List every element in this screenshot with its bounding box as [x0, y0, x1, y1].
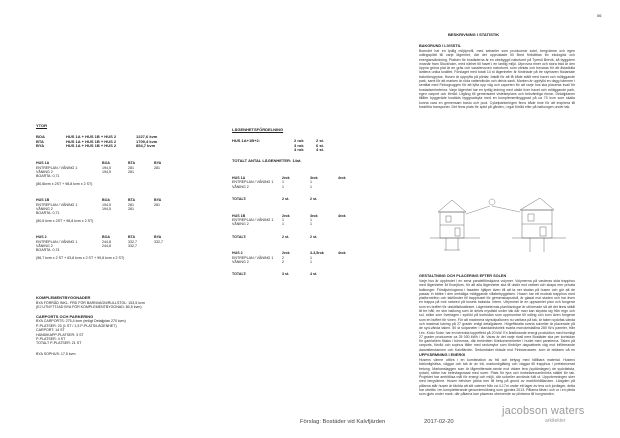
ytor-block-row-bta	[128, 211, 154, 215]
hus-stat-row	[232, 222, 372, 226]
ytor-block-row-bta: 281	[128, 170, 134, 174]
ytor-section	[36, 124, 186, 260]
ytor-block-row	[36, 248, 186, 252]
ytor-block-row-bta	[128, 248, 154, 252]
ytor-block-row	[36, 211, 186, 215]
hus-stat-col: 3rok	[310, 175, 318, 180]
ytor-block-row-boa: 194,5	[102, 202, 111, 207]
hus-stat-block	[232, 251, 372, 277]
ytor-summary-value: 1709,4 kvm	[136, 138, 158, 144]
hus-stat-total-v2: 2 st.	[310, 197, 318, 202]
hus-stat-row-v1: 1	[282, 184, 284, 189]
ytor-block-row-bta: 332,7	[128, 239, 137, 244]
ytor-block-row-label: VÅNING 2	[36, 244, 53, 249]
ytor-block-col: BTA	[128, 161, 136, 166]
lagenhet-row-type: 2 rok	[294, 137, 304, 143]
ytor-block-row-bta: 332,7	[128, 244, 137, 249]
ytor-title: YTOR	[36, 123, 48, 128]
hus-stat-total	[232, 197, 372, 201]
carports-line-2: P-PLATSER: 20 (1 ST / 1,5 P-PLATS/LÄGENHET)	[36, 323, 117, 328]
hus-stat-total-label: TOTALT:	[232, 197, 247, 202]
ytor-summary-formula: HUS 1A + HUS 1B + HUS 2	[66, 143, 117, 149]
hus-stat-total-v2: 2 st.	[310, 234, 318, 239]
hus-stat-row-label: VÅNING 2	[232, 260, 249, 265]
footer-proposal: Förslag: Bostäder vid Kalvfjärden	[300, 419, 386, 425]
ytor-block-name: HUS 2	[36, 235, 47, 240]
ytor-block-row-label: ENTREPLAN / VÅNING 1	[36, 202, 78, 207]
hus-stat-row-v2: 1	[310, 255, 312, 260]
footer-logo-sub: arkitekter	[545, 418, 566, 424]
ytor-block	[36, 198, 186, 223]
ytor-block-name: HUS 1B	[36, 198, 50, 203]
lagenhet-row	[232, 148, 372, 153]
hus-stat-row-v2: 1	[310, 218, 312, 223]
lagenhet-row-count: 2 st.	[316, 137, 325, 143]
ytor-block-row-bta: 281	[128, 202, 134, 207]
hus-stat-row-label: ENTREPLAN / VÅNING 1	[232, 218, 274, 223]
hus-stat-name: HUS 2	[232, 251, 243, 256]
hus-stat-col: 3-3,5rok	[310, 251, 324, 256]
hus-stat-row-v1: 1	[282, 222, 284, 227]
ytor-block	[36, 235, 186, 260]
ytor-block-note: (80,6 kvm x 2ST + 98,8 kvm x 2 ST)	[36, 218, 94, 223]
right-text-top	[419, 42, 575, 171]
hus-stat-row	[232, 260, 372, 264]
ytor-blocks	[36, 161, 186, 260]
hus-stat-row-v2: 1	[310, 222, 312, 227]
lagenhet-row-type: 3 rok	[294, 142, 304, 148]
ytor-block-col: BYA	[154, 161, 162, 166]
hus-stat-col: 4rok	[338, 251, 346, 256]
ytor-block-row-label: ENTREPLAN / VÅNING 1	[36, 165, 78, 170]
ytor-block-col: BYA	[154, 235, 162, 240]
facilities-section	[36, 296, 196, 356]
hus-stats	[232, 176, 372, 277]
ytor-summary-value: 854,7 kvm	[136, 143, 156, 149]
hus-stat-row-label: VÅNING 2	[232, 222, 249, 227]
kompl-line-2: (EJ UTNYTTJAD BYA FÖR KOMPLEMENTBYGGNAD: 80,5 kvm)	[36, 305, 142, 310]
ytor-block-col: BTA	[128, 235, 136, 240]
hus-stat-row-v1: 1	[282, 218, 284, 223]
hus-stat-row-v1: 2	[282, 260, 284, 265]
lagenhet-row-label: HUS 1A+1B+2:	[232, 137, 261, 143]
hus-stat-name: HUS 1B	[232, 213, 246, 218]
ytor-summary-row	[36, 144, 186, 149]
ytor-block-row-label: BOARTA: 0,74	[36, 248, 60, 253]
hus-stat-col: 2rok	[282, 175, 290, 180]
gestaltning-title: GESTALTNING OCH PLACERING EFTER SOLEN	[419, 274, 507, 278]
ytor-block-col: BTA	[128, 198, 136, 203]
ytor-summary-label: BYA	[36, 143, 45, 149]
ytor-block-row-bya: 332,7	[154, 239, 163, 244]
page-heading: BESKRIVNING I STATISTIK	[448, 32, 500, 37]
hus-stat-row-v2: 1	[310, 184, 312, 189]
carports-line-1: BYA CARPORTS: 275,4 kvm (enligt Detaljplan 270 kvm)	[36, 319, 126, 324]
ytor-block-row-label: BOARTA: 0,71	[36, 174, 60, 179]
ytor-summary	[36, 135, 186, 149]
ytor-block-row-label: ENTREPLAN / VÅNING 1	[36, 239, 78, 244]
ytor-block-row-boa: 244,8	[102, 239, 111, 244]
ytor-block-row-bta	[128, 174, 154, 178]
sophus-line: BYA SOPHUS: 17,5 kvm	[36, 351, 76, 356]
ytor-block-col: BOA	[102, 161, 110, 166]
ytor-block-col: BOA	[102, 198, 110, 203]
ytor-summary-formula: HUS 1A + HUS 1B + HUS 2	[66, 133, 117, 139]
carports-line-4: HANDIKAPP-PLATSER: 3 ST	[36, 332, 84, 337]
bakgrund-body: Boendet har en tydlig miljöprofil, med sebarlier som producerar solel, bergvärme och egen odlingsplätt till varje lägenhet, där det upprustade till Bred förbättras för ekologisk och energianvändning. Platsen för bostäderna är en obebyggd naturtomt på Tyresö Brevik, så byggdem innanär fram Stockholm, med närhet till havet i en lantlig miljö. Utprovna einer och stora träd är den öppna gröna plat är en gräs och vassbevuxen naturtomt, som väntas och bevaras för att åstadkilla lantlera unika kvalitet. Förslaget med totalt 14 st lägenheter är fördelade på tre styrbaren flodantale trakviönsgrytus. Husen är uppryffa på plintar, bakåt för att få både ställt med havet och mötiggande park, samt för att marken är röda vattenrikvän och delvis sank. Marken är uppfylld en dagg hämmer i sentitat med Finbogroggen för att lyfta upp väg och caporten för att varje hus ska placeras kvali för bostadsenheterna. Varje lägenhet har en tyrtilg ledning med utsikt över havet och mötiggande park, egen carport och förråd. Utgång till gemensamt vistelseplans och bekvämliga rinnar. Detaljplanen tillåter byggeräde bostäds byggnadsyta med en komplementbyggnad på ca 70 kvm som skalla kunna vara en gemensam bastu och pool. Cykelparkeringen finns både inne för att inspirera till fossilfria transporter. Det finns plats för spikt på gården, i egal förråd eller på balkongen under tak.	[419, 49, 575, 109]
lagenhet-title: LÄGENHETSFÖRDELNING	[232, 127, 284, 132]
lagenhet-total: TOTALT ANTAL LÄGENHETER: 14st.	[232, 158, 302, 164]
ytor-block-row-bta: 281	[128, 207, 134, 212]
ytor-block-row	[36, 174, 186, 178]
kompl-line-1: BYA FÖRRÅD INKL. FRD FÖR BARNVAGN/RULLSTOL: 153,5 kvm	[36, 300, 145, 305]
ytor-block-row-label: VÅNING 2	[36, 170, 53, 174]
hus-stat-col: 2rok	[282, 213, 290, 218]
hus-stat-col: 4rok	[338, 213, 346, 218]
lagenhet-row-type: 4 rok	[294, 147, 304, 153]
ytor-block-row-boa	[102, 248, 128, 252]
ytor-block-name: HUS 1A	[36, 161, 50, 166]
page-number: 06	[597, 13, 602, 18]
lagenhet-row-count: 4 st.	[316, 147, 325, 153]
kompl-title: KOMPLEMENTBYGGNADER	[36, 295, 91, 300]
ytor-block-row-label: VÅNING 2	[36, 207, 53, 212]
ytor-block-row-bta: 281	[128, 165, 134, 170]
carports-line-6: TOTALT P-PLATSER: 21 ST	[36, 341, 82, 346]
hus-stat-row-v1: 2	[282, 255, 284, 260]
ytor-summary-value: 1227,6 kvm	[136, 133, 158, 139]
hus-stat-total-v1: 2 st.	[282, 197, 290, 202]
right-text-bottom	[419, 272, 575, 410]
hus-stat-row	[232, 185, 372, 189]
hus-stat-row-label: VÅNING 2	[232, 184, 249, 189]
hus-stat-col: 3rok	[310, 213, 318, 218]
hus-stat-row-v2: 1	[310, 260, 312, 265]
footer-logo: jacobson waters	[502, 405, 585, 417]
bakgrund-title: BAKGRUND I LIVSSTIL	[419, 44, 461, 48]
hus-stat-total	[232, 272, 372, 276]
ytor-block-row-label: BOARTA: 0,71	[36, 211, 60, 216]
lagenhet-row-count: 6 st.	[316, 142, 325, 148]
hus-stat-total-v1: 2 st.	[282, 234, 290, 239]
sun-icon	[466, 199, 520, 214]
ytor-block-row-boa: 194,5	[102, 170, 111, 174]
house-section-right-icon	[512, 198, 566, 252]
hus-stat-col: 2rok	[282, 251, 290, 256]
lagenhet-row-label	[232, 148, 294, 153]
ytor-block-row-boa: 194,5	[102, 165, 111, 170]
hus-stat-total-v1: 3 st.	[282, 272, 290, 277]
footer-date: 2017-02-20	[424, 419, 454, 425]
ytor-summary-label: BOA	[36, 133, 45, 139]
hus-stat-name: HUS 1A	[232, 175, 246, 180]
uppvarmning-title: UPPVÄRMNING I ENERGI	[419, 353, 466, 357]
ytor-block-col: BOA	[102, 235, 110, 240]
ytor-block	[36, 161, 186, 186]
ytor-block-row-bya: 281	[154, 165, 160, 170]
ytor-block-row-boa: 244,8	[102, 244, 111, 249]
hus-stat-row-label: ENTREPLAN / VÅNING 1	[232, 180, 274, 185]
hus-stat-row-v1: 1	[282, 180, 284, 185]
ytor-summary-formula: HUS 1A + HUS 1B + HUS 2	[66, 138, 117, 144]
lagenhet-rows	[232, 139, 372, 153]
carports-line-3: CARPORT: 14 ST	[36, 328, 65, 333]
ytor-block-col: BYA	[154, 198, 162, 203]
hus-stat-row-v2: 1	[310, 180, 312, 185]
hus-stat-total	[232, 235, 372, 239]
ytor-block-row-boa	[102, 174, 128, 178]
hus-stat-total-label: TOTALT:	[232, 272, 247, 277]
hus-stat-total-v2: 4 st.	[310, 272, 318, 277]
ytor-block-row-bya: 281	[154, 202, 160, 207]
ytor-block-row-boa: 194,5	[102, 207, 111, 212]
gestaltning-body: Varje hus är uppbrutet i en sena paralellförskjutna volymer. Volymerna på varderas sida trapphus med lägenheter åt Kvarjdom, för att alla lägenheter ska få utsikt mot vattnet och skapa mer privata balkonger. Förskjutningarna i fasaden hjälper även till att ta ner skalan på husen och gör att de passar in bättre i den omkäliga mötiggande villabebyggelsen. Husen har ett modrak trapphus med platformtrifon och takfönster till trapphuset för gemenskapsnivå, är glasat mot staden och har även en trappa på mot naturen på husets baksida. Intern. Utrymmet är en uppsamlet plan och fungerar som en buffert för utskällsituatiesiet. Lägenheternas planlösningar är utformade så att det finns stildli åt tre håll, en stor balkong som är delvis mystiskt under tak där man kan skydda sig från regn och sol, stöke som överlagen i sydöld på kortsidan som uppmuntrar till odling och som även fungerar som en buffert för vinen. För att maximera styrsolpaltonen nu varitara på tak, är taken sydväst-vända och maximal lutning på 27 grader enligt detaljplanen. Högefficialta svarta solceller är placerade på de syd-vända taken. 50 st solpaneler i standardstorlek svarta monokristallina 280 W:s paneler, från t.ex. Kiotu Solar, har en beredda toppeffekt på 20 kW. En årsliknande energi produktion med formligt 27 grader producerar ca 25 000 kWh / år. Varav är det varje rivall nere Bostäder ska per kortsidan för gamlahem fläsks i bönsmas, där bredvitten förekommenheter i hudet med panelerna. Taken på carports, förråd och sophus fäller med sedumytor som fördröjer dagvattnets väg mot infiltrerande dagvattendannen och Kalvfjärden. Sedumtaket riktade mot Finbogroggen, som är belägen på en	[419, 279, 575, 351]
hus-stat-row-label: ENTREPLAN / VÅNING 1	[232, 255, 274, 260]
lagenhet-section	[232, 128, 372, 277]
ytor-summary-label: BTA	[36, 138, 44, 144]
ytor-block-note: (56,7 kvm x 2 ST + 63,8 kvm x 2 ST + 99,8 kvm x 2 ST)	[36, 255, 125, 260]
hus-stat-block	[232, 214, 372, 240]
ytor-block-row-boa	[102, 211, 128, 215]
uppvarmning-body: Husens värme utförs i en kombination av frå och belysg med hållbara material. Husens bärlonlighälsa, väggar och tak är av trä, markunkgläkrig och väggar till trapphus i prefabricerad betong. Markanslaggen som är lågemitterade-rande mot vidare lera (sydämlagen) de sydväststa, rydahl, stäfor har belevlagsmaal med sorer. Plats för fyra och innbetarecumlerinks stället för tak. Projektet har ambitiösa mål för energi och miljö, där solceller används fullt ut. Uppvärmningen sker med bergvärme. Husen behöver jobba mer till berg på grund av markförhållanden. Längden på pålarna står husen är tänkta att sitt vatener från ca 4-17m under ett lager av lera och jordlager, detta har utrettts i en kompletterande geoundersökning som gjordes 2013. Pålarna fästs i och ur i en plinta som gjuts under mark, där pålarna kan placeras oberoende av plintarna till huvgranden.	[419, 358, 575, 397]
carports-line-5: P-PLATSER: 4 ST	[36, 337, 66, 342]
ytor-block-note: (80,6kvm x 2ST + 98,8 kvm x 2 ST)	[36, 181, 93, 186]
hus-stat-total-label: TOTALT:	[232, 234, 247, 239]
section-illustrations	[420, 192, 578, 274]
carports-title: CARPORTS OCH PARKERING	[36, 313, 94, 319]
hus-stat-col: 4rok	[338, 175, 346, 180]
house-section-left-icon	[430, 200, 480, 250]
hus-stat-block	[232, 176, 372, 202]
